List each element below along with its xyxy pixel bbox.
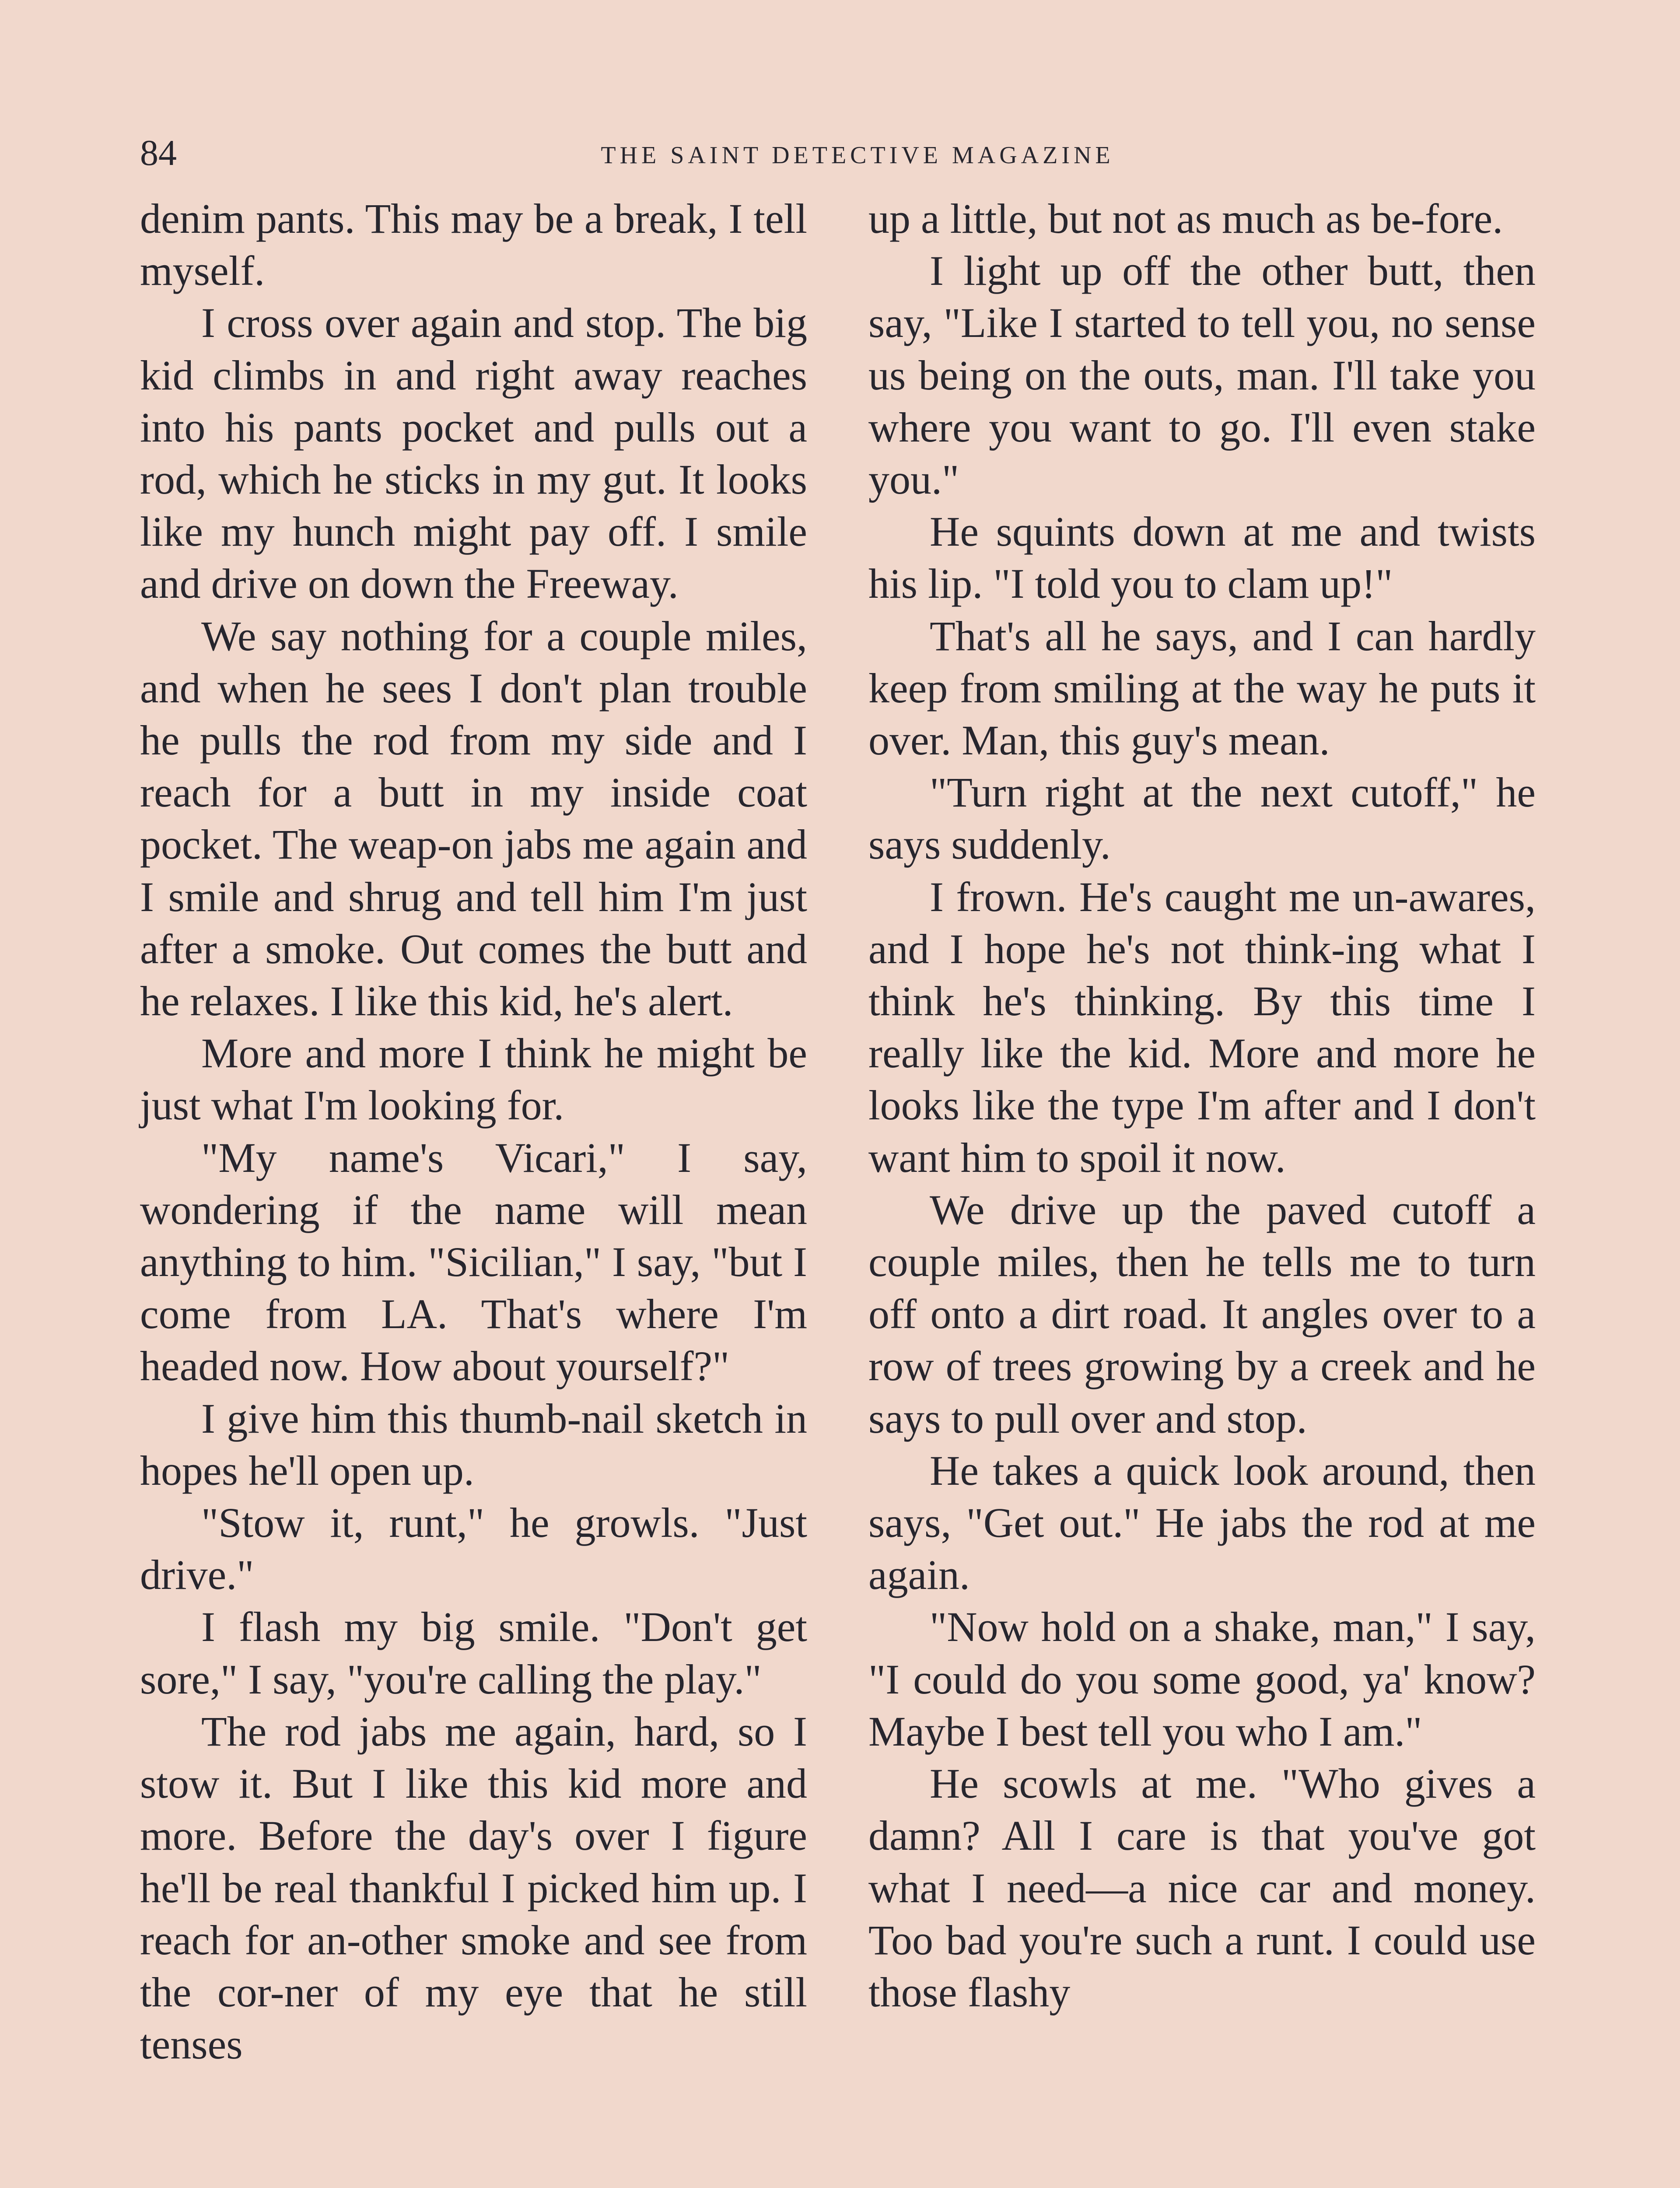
paragraph: We say nothing for a couple miles, and when he sees I don't plan trouble he pulls the rod from my side and I reach for a butt in my inside coat pocket. The weap-on jabs me again and I smile and shrug and tell him I'm just after a smoke. Out comes the butt and he relaxes. I like this kid, he's alert. [140,612,807,1025]
paragraph: "Turn right at the next cutoff," he says suddenly. [868,769,1536,868]
paragraph: He squints down at me and twists his lip. "I told you to clam up!" [868,508,1536,607]
paragraph: I frown. He's caught me un-awares, and I hope he's not think-ing what I think he's thinking. By this time I really like the kid. More and more he looks like the type I'm after and I don't want him to spoil it now. [868,873,1536,1181]
page-number: 84 [140,133,177,173]
left-column [140,193,807,2070]
paragraph: I cross over again and stop. The big kid climbs in and right away reaches into his pants pocket and pulls out a rod, which he sticks in my gut. It looks like my hunch might pay off. I smile and drive on down the Freeway. [140,299,807,607]
running-head: THE SAINT DETECTIVE MAGAZINE [601,142,1114,169]
paragraph: I give him this thumb-nail sketch in hopes he'll open up. [140,1395,807,1494]
paragraph: "My name's Vicari," I say, wondering if the name will mean anything to him. "Sicilian," I say, "but I come from LA. That's where I'm headed now. How about yourself?" [140,1134,807,1390]
paragraph: "Stow it, runt," he growls. "Just drive." [140,1499,807,1599]
paragraph: up a little, but not as much as be-fore. [868,195,1503,242]
paragraph: denim pants. This may be a break, I tell myself. [140,195,807,295]
paragraph: The rod jabs me again, hard, so I stow it. But I like this kid more and more. Before the day's over I figure he'll be real thankful I picked him up. I reach for an-other smoke and see from the cor-ner of my eye that he still tenses [140,1708,807,2068]
paragraph: "Now hold on a shake, man," I say, "I could do you some good, ya' know? Maybe I best tell you who I am." [868,1603,1536,1755]
right-column [868,193,1536,2018]
paragraph: He scowls at me. "Who gives a damn? All I care is that you've got what I need—a nice car and money. Too bad you're such a runt. I could use those flashy [868,1760,1536,2016]
paragraph: More and more I think he might be just what I'm looking for. [140,1030,807,1129]
paragraph: We drive up the paved cutoff a couple miles, then he tells me to turn off onto a dirt road. It angles over to a row of trees growing by a creek and he says to pull over and stop. [868,1186,1536,1442]
paragraph: I light up off the other butt, then say, "Like I started to tell you, no sense us being on the outs, man. I'll take you where you want to go. I'll even stake you." [868,247,1536,503]
paragraph: I flash my big smile. "Don't get sore," I say, "you're calling the play." [140,1603,807,1703]
paragraph: That's all he says, and I can hardly keep from smiling at the way he puts it over. Man, this guy's mean. [868,612,1536,764]
paragraph: He takes a quick look around, then says, "Get out." He jabs the rod at me again. [868,1447,1536,1599]
